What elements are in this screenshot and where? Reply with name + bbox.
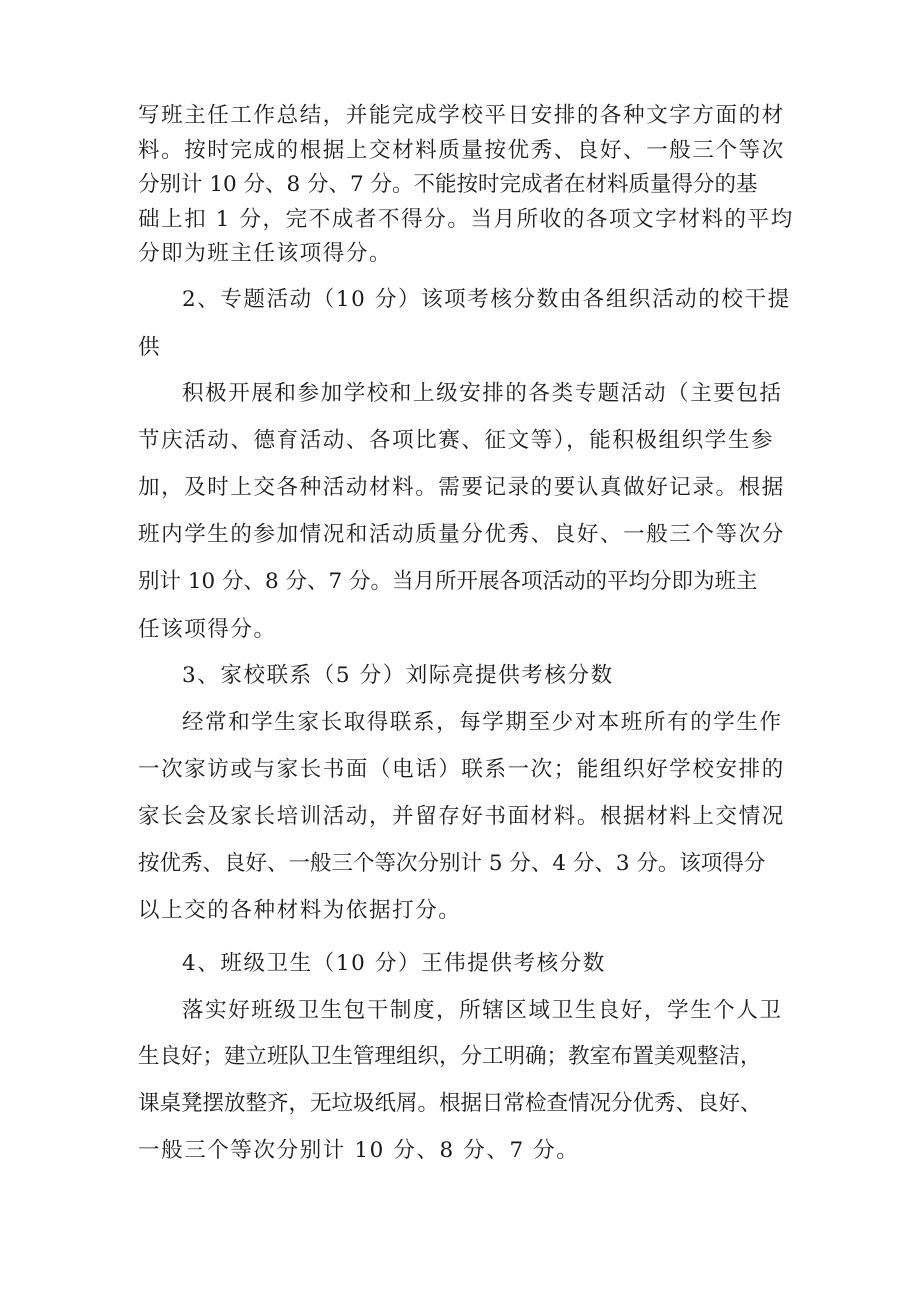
text-line: 写班主任工作总结，并能完成学校平日安排的各种文字方面的材 [138,103,785,128]
text-line: 一般三个等次分别计 10 分、8 分、7 分。 [138,1138,580,1163]
text-line: 础上扣 1 分，完不成者不得分。当月所收的各项文字材料的平均 [138,207,794,232]
text-line: 分别计 10 分、8 分、7 分。不能按时完成者在材料质量得分的基 [138,172,758,197]
text-line: 别计 10 分、8 分、7 分。当月所开展各项活动的平均分即为班主 [138,569,758,594]
text-line: 落实好班级卫生包干制度，所辖区域卫生良好，学生个人卫 [182,998,783,1023]
section-heading: 3、家校联系（5 分）刘际亮提供考核分数 [182,663,614,688]
text-line: 班内学生的参加情况和活动质量分优秀、良好、一般三个等次分 [138,522,785,547]
text-line: 分即为班主任该项得分。 [138,241,393,266]
text-line: 任该项得分。 [138,617,277,642]
text-line: 以上交的各种材料为依据打分。 [138,898,462,923]
text-line: 加，及时上交各种活动材料。需要记录的要认真做好记录。根据 [138,475,785,500]
text-line: 生良好；建立班队卫生管理组织，分工明确；教室布置美观整洁， [138,1044,762,1069]
text-line: 家长会及家长培训活动，并留存好书面材料。根据材料上交情况 [138,804,785,829]
text-line: 料。按时完成的根据上交材料质量按优秀、良好、一般三个等次 [138,138,785,163]
text-line: 课桌凳摆放整齐，无垃圾纸屑。根据日常检查情况分优秀、良好、 [138,1091,762,1116]
text-line: 节庆活动、德育活动、各项比赛、征文等），能积极组织学生参 [138,428,775,453]
text-line: 一次家访或与家长书面（电话）联系一次；能组织好学校安排的 [138,757,785,782]
text-line: 按优秀、良好、一般三个等次分别计 5 分、4 分、3 分。该项得分 [138,851,766,876]
section-heading: 2、专题活动（10 分）该项考核分数由各组织活动的校干提 [182,287,791,312]
section-heading: 4、班级卫生（10 分）王伟提供考核分数 [182,951,606,976]
text-line: 供 [138,335,162,360]
text-line: 积极开展和参加学校和上级安排的各类专题活动（主要包括 [182,381,783,406]
text-line: 经常和学生家长取得联系，每学期至少对本班所有的学生作 [182,710,783,735]
